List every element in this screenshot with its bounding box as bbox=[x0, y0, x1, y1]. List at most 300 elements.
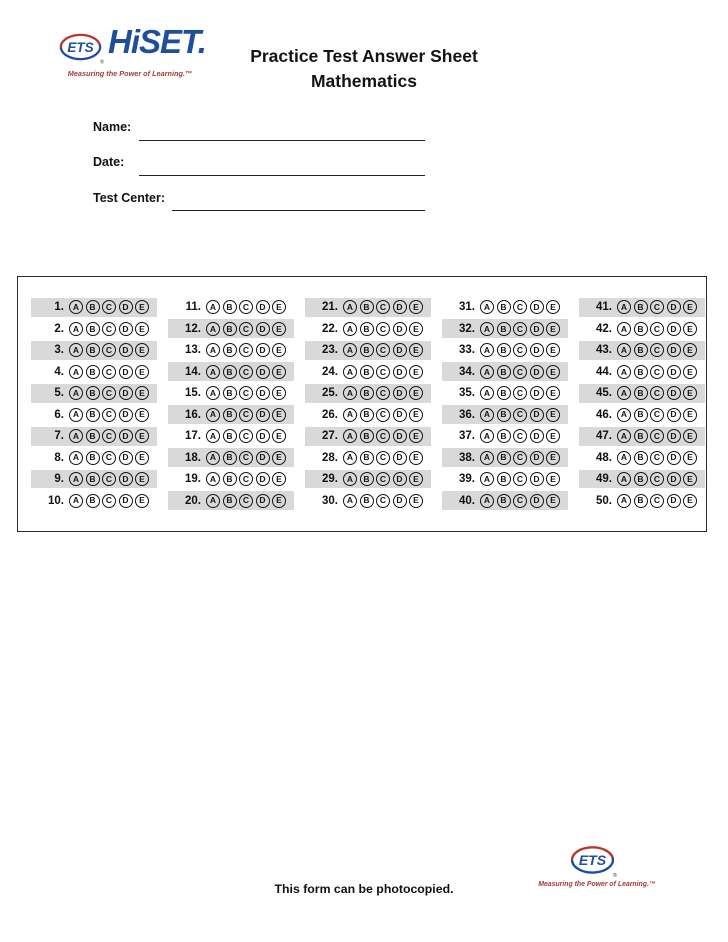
bubble-6-b[interactable]: B bbox=[86, 408, 100, 422]
bubble-50-c[interactable]: C bbox=[650, 494, 664, 508]
bubble-31-d[interactable]: D bbox=[530, 300, 544, 314]
bubble-46-c[interactable]: C bbox=[650, 408, 664, 422]
bubble-6-d[interactable]: D bbox=[119, 408, 133, 422]
bubble-9-c[interactable]: C bbox=[102, 472, 116, 486]
bubble-43-b[interactable]: B bbox=[634, 343, 648, 357]
bubble-24-c[interactable]: C bbox=[376, 365, 390, 379]
bubble-14-a[interactable]: A bbox=[206, 365, 220, 379]
bubble-8-e[interactable]: E bbox=[135, 451, 149, 465]
name-field-line[interactable] bbox=[139, 140, 425, 141]
bubble-12-e[interactable]: E bbox=[272, 322, 286, 336]
bubble-44-c[interactable]: C bbox=[650, 365, 664, 379]
question-row-10 bbox=[31, 491, 157, 510]
bubble-1-a[interactable]: A bbox=[69, 300, 83, 314]
bubble-2-c[interactable]: C bbox=[102, 322, 116, 336]
bubble-16-d[interactable]: D bbox=[256, 408, 270, 422]
question-row-27 bbox=[305, 427, 431, 446]
bubble-48-d[interactable]: D bbox=[667, 451, 681, 465]
bubble-20-e[interactable]: E bbox=[272, 494, 286, 508]
bubble-27-c[interactable]: C bbox=[376, 429, 390, 443]
bubble-11-d[interactable]: D bbox=[256, 300, 270, 314]
bubble-3-b[interactable]: B bbox=[86, 343, 100, 357]
bubble-8-b[interactable]: B bbox=[86, 451, 100, 465]
bubble-44-a[interactable]: A bbox=[617, 365, 631, 379]
question-row-46 bbox=[579, 405, 705, 424]
bubble-28-d[interactable]: D bbox=[393, 451, 407, 465]
bubble-26-a[interactable]: A bbox=[343, 408, 357, 422]
answer-bubbles-43 bbox=[617, 343, 697, 357]
bubble-2-e[interactable]: E bbox=[135, 322, 149, 336]
bubble-44-b[interactable]: B bbox=[634, 365, 648, 379]
bubble-25-e[interactable]: E bbox=[409, 386, 423, 400]
date-field-line[interactable] bbox=[139, 175, 425, 176]
bubble-29-a[interactable]: A bbox=[343, 472, 357, 486]
bubble-41-b[interactable]: B bbox=[634, 300, 648, 314]
bubble-5-e[interactable]: E bbox=[135, 386, 149, 400]
question-number-39: 39. bbox=[459, 473, 475, 486]
question-number-40: 40. bbox=[459, 494, 475, 507]
bubble-21-c[interactable]: C bbox=[376, 300, 390, 314]
question-number-35: 35. bbox=[459, 387, 475, 400]
bubble-7-b[interactable]: B bbox=[86, 429, 100, 443]
bubble-47-b[interactable]: B bbox=[634, 429, 648, 443]
question-row-7 bbox=[31, 427, 157, 446]
bubble-23-b[interactable]: B bbox=[360, 343, 374, 357]
bubble-36-c[interactable]: C bbox=[513, 408, 527, 422]
bubble-33-d[interactable]: D bbox=[530, 343, 544, 357]
bubble-49-c[interactable]: C bbox=[650, 472, 664, 486]
bubble-37-d[interactable]: D bbox=[530, 429, 544, 443]
bubble-39-e[interactable]: E bbox=[546, 472, 560, 486]
bubble-34-e[interactable]: E bbox=[546, 365, 560, 379]
bubble-11-e[interactable]: E bbox=[272, 300, 286, 314]
question-row-8 bbox=[31, 448, 157, 467]
bubble-43-d[interactable]: D bbox=[667, 343, 681, 357]
bubble-46-e[interactable]: E bbox=[683, 408, 697, 422]
bubble-16-b[interactable]: B bbox=[223, 408, 237, 422]
bubble-42-d[interactable]: D bbox=[667, 322, 681, 336]
bubble-10-b[interactable]: B bbox=[86, 494, 100, 508]
bubble-22-b[interactable]: B bbox=[360, 322, 374, 336]
bubble-28-b[interactable]: B bbox=[360, 451, 374, 465]
answer-bubbles-44 bbox=[617, 365, 697, 379]
bubble-34-a[interactable]: A bbox=[480, 365, 494, 379]
bubble-28-c[interactable]: C bbox=[376, 451, 390, 465]
bubble-45-a[interactable]: A bbox=[617, 386, 631, 400]
question-number-10: 10. bbox=[48, 494, 64, 507]
bubble-8-d[interactable]: D bbox=[119, 451, 133, 465]
bubble-13-b[interactable]: B bbox=[223, 343, 237, 357]
bubble-2-a[interactable]: A bbox=[69, 322, 83, 336]
answer-bubbles-21 bbox=[343, 300, 423, 314]
answer-bubbles-36 bbox=[480, 408, 560, 422]
answer-bubbles-7 bbox=[69, 429, 149, 443]
bubble-17-c[interactable]: C bbox=[239, 429, 253, 443]
bubble-12-b[interactable]: B bbox=[223, 322, 237, 336]
bubble-30-e[interactable]: E bbox=[409, 494, 423, 508]
bubble-1-b[interactable]: B bbox=[86, 300, 100, 314]
bubble-42-e[interactable]: E bbox=[683, 322, 697, 336]
bubble-43-a[interactable]: A bbox=[617, 343, 631, 357]
bubble-18-a[interactable]: A bbox=[206, 451, 220, 465]
bubble-12-d[interactable]: D bbox=[256, 322, 270, 336]
bubble-33-e[interactable]: E bbox=[546, 343, 560, 357]
bubble-20-b[interactable]: B bbox=[223, 494, 237, 508]
bubble-50-e[interactable]: E bbox=[683, 494, 697, 508]
bubble-35-c[interactable]: C bbox=[513, 386, 527, 400]
bubble-29-b[interactable]: B bbox=[360, 472, 374, 486]
bubble-30-a[interactable]: A bbox=[343, 494, 357, 508]
bubble-35-a[interactable]: A bbox=[480, 386, 494, 400]
hiset-tagline: Measuring the Power of Learning.™ bbox=[67, 69, 193, 78]
bubble-47-e[interactable]: E bbox=[683, 429, 697, 443]
bubble-36-a[interactable]: A bbox=[480, 408, 494, 422]
bubble-18-d[interactable]: D bbox=[256, 451, 270, 465]
bubble-22-e[interactable]: E bbox=[409, 322, 423, 336]
answer-bubbles-24 bbox=[343, 365, 423, 379]
bubble-26-e[interactable]: E bbox=[409, 408, 423, 422]
photocopy-note: This form can be photocopied. bbox=[274, 882, 454, 896]
bubble-29-d[interactable]: D bbox=[393, 472, 407, 486]
question-row-2 bbox=[31, 319, 157, 338]
bubble-14-b[interactable]: B bbox=[223, 365, 237, 379]
bubble-26-b[interactable]: B bbox=[360, 408, 374, 422]
bubble-40-b[interactable]: B bbox=[497, 494, 511, 508]
bubble-17-d[interactable]: D bbox=[256, 429, 270, 443]
bubble-21-d[interactable]: D bbox=[393, 300, 407, 314]
bubble-36-d[interactable]: D bbox=[530, 408, 544, 422]
bubble-48-c[interactable]: C bbox=[650, 451, 664, 465]
bubble-16-a[interactable]: A bbox=[206, 408, 220, 422]
bubble-16-c[interactable]: C bbox=[239, 408, 253, 422]
bubble-5-c[interactable]: C bbox=[102, 386, 116, 400]
answer-bubbles-48 bbox=[617, 451, 697, 465]
bubble-48-a[interactable]: A bbox=[617, 451, 631, 465]
bubble-27-a[interactable]: A bbox=[343, 429, 357, 443]
bubble-4-d[interactable]: D bbox=[119, 365, 133, 379]
bubble-35-e[interactable]: E bbox=[546, 386, 560, 400]
bubble-14-e[interactable]: E bbox=[272, 365, 286, 379]
bubble-39-c[interactable]: C bbox=[513, 472, 527, 486]
bubble-20-c[interactable]: C bbox=[239, 494, 253, 508]
bubble-12-c[interactable]: C bbox=[239, 322, 253, 336]
bubble-2-d[interactable]: D bbox=[119, 322, 133, 336]
bubble-39-b[interactable]: B bbox=[497, 472, 511, 486]
bubble-38-d[interactable]: D bbox=[530, 451, 544, 465]
bubble-24-e[interactable]: E bbox=[409, 365, 423, 379]
bubble-32-a[interactable]: A bbox=[480, 322, 494, 336]
bubble-16-e[interactable]: E bbox=[272, 408, 286, 422]
bubble-45-b[interactable]: B bbox=[634, 386, 648, 400]
bubble-49-a[interactable]: A bbox=[617, 472, 631, 486]
bubble-23-e[interactable]: E bbox=[409, 343, 423, 357]
question-row-34 bbox=[442, 362, 568, 381]
bubble-43-c[interactable]: C bbox=[650, 343, 664, 357]
question-row-13 bbox=[168, 341, 294, 360]
bubble-20-d[interactable]: D bbox=[256, 494, 270, 508]
bubble-18-e[interactable]: E bbox=[272, 451, 286, 465]
bubble-5-b[interactable]: B bbox=[86, 386, 100, 400]
bubble-13-d[interactable]: D bbox=[256, 343, 270, 357]
bubble-37-b[interactable]: B bbox=[497, 429, 511, 443]
bubble-32-d[interactable]: D bbox=[530, 322, 544, 336]
bubble-28-a[interactable]: A bbox=[343, 451, 357, 465]
bubble-38-a[interactable]: A bbox=[480, 451, 494, 465]
bubble-15-c[interactable]: C bbox=[239, 386, 253, 400]
bubble-3-d[interactable]: D bbox=[119, 343, 133, 357]
bubble-14-d[interactable]: D bbox=[256, 365, 270, 379]
bubble-43-e[interactable]: E bbox=[683, 343, 697, 357]
bubble-9-e[interactable]: E bbox=[135, 472, 149, 486]
question-number-25: 25. bbox=[322, 387, 338, 400]
bubble-48-b[interactable]: B bbox=[634, 451, 648, 465]
bubble-24-d[interactable]: D bbox=[393, 365, 407, 379]
bubble-45-c[interactable]: C bbox=[650, 386, 664, 400]
bubble-25-d[interactable]: D bbox=[393, 386, 407, 400]
question-number-34: 34. bbox=[459, 365, 475, 378]
bubble-38-e[interactable]: E bbox=[546, 451, 560, 465]
bubble-40-e[interactable]: E bbox=[546, 494, 560, 508]
bubble-24-b[interactable]: B bbox=[360, 365, 374, 379]
bubble-15-d[interactable]: D bbox=[256, 386, 270, 400]
bubble-3-c[interactable]: C bbox=[102, 343, 116, 357]
bubble-7-a[interactable]: A bbox=[69, 429, 83, 443]
bubble-17-e[interactable]: E bbox=[272, 429, 286, 443]
bubble-49-b[interactable]: B bbox=[634, 472, 648, 486]
bubble-4-a[interactable]: A bbox=[69, 365, 83, 379]
bubble-46-a[interactable]: A bbox=[617, 408, 631, 422]
question-row-15 bbox=[168, 384, 294, 403]
bubble-30-b[interactable]: B bbox=[360, 494, 374, 508]
bubble-45-d[interactable]: D bbox=[667, 386, 681, 400]
bubble-11-a[interactable]: A bbox=[206, 300, 220, 314]
bubble-40-d[interactable]: D bbox=[530, 494, 544, 508]
bubble-14-c[interactable]: C bbox=[239, 365, 253, 379]
answer-bubbles-9 bbox=[69, 472, 149, 486]
bubble-1-c[interactable]: C bbox=[102, 300, 116, 314]
bubble-10-e[interactable]: E bbox=[135, 494, 149, 508]
bubble-32-b[interactable]: B bbox=[497, 322, 511, 336]
bubble-25-c[interactable]: C bbox=[376, 386, 390, 400]
bubble-19-c[interactable]: C bbox=[239, 472, 253, 486]
bubble-37-a[interactable]: A bbox=[480, 429, 494, 443]
bubble-38-c[interactable]: C bbox=[513, 451, 527, 465]
bubble-13-e[interactable]: E bbox=[272, 343, 286, 357]
bubble-36-e[interactable]: E bbox=[546, 408, 560, 422]
bubble-11-b[interactable]: B bbox=[223, 300, 237, 314]
bubble-19-b[interactable]: B bbox=[223, 472, 237, 486]
bubble-41-d[interactable]: D bbox=[667, 300, 681, 314]
question-number-14: 14. bbox=[185, 365, 201, 378]
bubble-22-c[interactable]: C bbox=[376, 322, 390, 336]
bubble-28-e[interactable]: E bbox=[409, 451, 423, 465]
bubble-34-d[interactable]: D bbox=[530, 365, 544, 379]
bubble-11-c[interactable]: C bbox=[239, 300, 253, 314]
bubble-35-b[interactable]: B bbox=[497, 386, 511, 400]
bubble-1-e[interactable]: E bbox=[135, 300, 149, 314]
bubble-31-c[interactable]: C bbox=[513, 300, 527, 314]
bubble-10-d[interactable]: D bbox=[119, 494, 133, 508]
answer-bubbles-14 bbox=[206, 365, 286, 379]
question-number-3: 3. bbox=[54, 344, 64, 357]
bubble-38-b[interactable]: B bbox=[497, 451, 511, 465]
test-center-field-line[interactable] bbox=[172, 210, 425, 211]
bubble-29-c[interactable]: C bbox=[376, 472, 390, 486]
bubble-7-e[interactable]: E bbox=[135, 429, 149, 443]
bubble-2-b[interactable]: B bbox=[86, 322, 100, 336]
bubble-34-b[interactable]: B bbox=[497, 365, 511, 379]
bubble-19-e[interactable]: E bbox=[272, 472, 286, 486]
bubble-22-a[interactable]: A bbox=[343, 322, 357, 336]
bubble-9-d[interactable]: D bbox=[119, 472, 133, 486]
bubble-32-c[interactable]: C bbox=[513, 322, 527, 336]
bubble-42-b[interactable]: B bbox=[634, 322, 648, 336]
bubble-9-b[interactable]: B bbox=[86, 472, 100, 486]
answer-bubbles-27 bbox=[343, 429, 423, 443]
bubble-31-a[interactable]: A bbox=[480, 300, 494, 314]
question-number-33: 33. bbox=[459, 344, 475, 357]
bubble-41-a[interactable]: A bbox=[617, 300, 631, 314]
answer-bubbles-18 bbox=[206, 451, 286, 465]
bubble-33-c[interactable]: C bbox=[513, 343, 527, 357]
answer-bubbles-30 bbox=[343, 494, 423, 508]
bubble-13-c[interactable]: C bbox=[239, 343, 253, 357]
bubble-13-a[interactable]: A bbox=[206, 343, 220, 357]
bubble-33-a[interactable]: A bbox=[480, 343, 494, 357]
answer-bubbles-12 bbox=[206, 322, 286, 336]
bubble-4-e[interactable]: E bbox=[135, 365, 149, 379]
bubble-6-c[interactable]: C bbox=[102, 408, 116, 422]
question-number-41: 41. bbox=[596, 301, 612, 314]
bubble-23-d[interactable]: D bbox=[393, 343, 407, 357]
bubble-12-a[interactable]: A bbox=[206, 322, 220, 336]
question-row-37 bbox=[442, 427, 568, 446]
bubble-50-d[interactable]: D bbox=[667, 494, 681, 508]
bubble-34-c[interactable]: C bbox=[513, 365, 527, 379]
bubble-40-a[interactable]: A bbox=[480, 494, 494, 508]
bubble-45-e[interactable]: E bbox=[683, 386, 697, 400]
bubble-21-a[interactable]: A bbox=[343, 300, 357, 314]
bubble-8-a[interactable]: A bbox=[69, 451, 83, 465]
bubble-23-a[interactable]: A bbox=[343, 343, 357, 357]
bubble-10-a[interactable]: A bbox=[69, 494, 83, 508]
bubble-21-e[interactable]: E bbox=[409, 300, 423, 314]
bubble-4-c[interactable]: C bbox=[102, 365, 116, 379]
bubble-37-e[interactable]: E bbox=[546, 429, 560, 443]
bubble-15-e[interactable]: E bbox=[272, 386, 286, 400]
bubble-9-a[interactable]: A bbox=[69, 472, 83, 486]
bubble-18-b[interactable]: B bbox=[223, 451, 237, 465]
bubble-15-b[interactable]: B bbox=[223, 386, 237, 400]
bubble-50-b[interactable]: B bbox=[634, 494, 648, 508]
question-row-30 bbox=[305, 491, 431, 510]
answer-bubbles-46 bbox=[617, 408, 697, 422]
bubble-3-e[interactable]: E bbox=[135, 343, 149, 357]
bubble-15-a[interactable]: A bbox=[206, 386, 220, 400]
bubble-41-e[interactable]: E bbox=[683, 300, 697, 314]
bubble-25-b[interactable]: B bbox=[360, 386, 374, 400]
bubble-49-e[interactable]: E bbox=[683, 472, 697, 486]
bubble-5-a[interactable]: A bbox=[69, 386, 83, 400]
bubble-50-a[interactable]: A bbox=[617, 494, 631, 508]
bubble-21-b[interactable]: B bbox=[360, 300, 374, 314]
bubble-27-b[interactable]: B bbox=[360, 429, 374, 443]
bubble-7-c[interactable]: C bbox=[102, 429, 116, 443]
bubble-46-b[interactable]: B bbox=[634, 408, 648, 422]
bubble-47-c[interactable]: C bbox=[650, 429, 664, 443]
bubble-22-d[interactable]: D bbox=[393, 322, 407, 336]
bubble-31-b[interactable]: B bbox=[497, 300, 511, 314]
bubble-49-d[interactable]: D bbox=[667, 472, 681, 486]
bubble-44-d[interactable]: D bbox=[667, 365, 681, 379]
bubble-48-e[interactable]: E bbox=[683, 451, 697, 465]
bubble-3-a[interactable]: A bbox=[69, 343, 83, 357]
bubble-23-c[interactable]: C bbox=[376, 343, 390, 357]
bubble-5-d[interactable]: D bbox=[119, 386, 133, 400]
bubble-30-d[interactable]: D bbox=[393, 494, 407, 508]
bubble-29-e[interactable]: E bbox=[409, 472, 423, 486]
bubble-35-d[interactable]: D bbox=[530, 386, 544, 400]
bubble-24-a[interactable]: A bbox=[343, 365, 357, 379]
bubble-31-e[interactable]: E bbox=[546, 300, 560, 314]
bubble-8-c[interactable]: C bbox=[102, 451, 116, 465]
page-title bbox=[0, 44, 728, 94]
bubble-40-c[interactable]: C bbox=[513, 494, 527, 508]
bubble-6-e[interactable]: E bbox=[135, 408, 149, 422]
bubble-7-d[interactable]: D bbox=[119, 429, 133, 443]
bubble-46-d[interactable]: D bbox=[667, 408, 681, 422]
bubble-1-d[interactable]: D bbox=[119, 300, 133, 314]
bubble-36-b[interactable]: B bbox=[497, 408, 511, 422]
question-number-44: 44. bbox=[596, 365, 612, 378]
bubble-42-c[interactable]: C bbox=[650, 322, 664, 336]
bubble-17-a[interactable]: A bbox=[206, 429, 220, 443]
bubble-47-a[interactable]: A bbox=[617, 429, 631, 443]
bubble-44-e[interactable]: E bbox=[683, 365, 697, 379]
bubble-32-e[interactable]: E bbox=[546, 322, 560, 336]
bubble-27-d[interactable]: D bbox=[393, 429, 407, 443]
bubble-39-d[interactable]: D bbox=[530, 472, 544, 486]
question-row-12 bbox=[168, 319, 294, 338]
question-number-13: 13. bbox=[185, 344, 201, 357]
bubble-37-c[interactable]: C bbox=[513, 429, 527, 443]
ets-logo-text: ETS bbox=[578, 852, 607, 869]
bubble-25-a[interactable]: A bbox=[343, 386, 357, 400]
bubble-19-a[interactable]: A bbox=[206, 472, 220, 486]
bubble-47-d[interactable]: D bbox=[667, 429, 681, 443]
bubble-20-a[interactable]: A bbox=[206, 494, 220, 508]
bubble-18-c[interactable]: C bbox=[239, 451, 253, 465]
answer-bubbles-3 bbox=[69, 343, 149, 357]
bubble-42-a[interactable]: A bbox=[617, 322, 631, 336]
page-title-line2: Mathematics bbox=[310, 71, 417, 91]
answer-bubbles-40 bbox=[480, 494, 560, 508]
bubble-27-e[interactable]: E bbox=[409, 429, 423, 443]
bubble-26-d[interactable]: D bbox=[393, 408, 407, 422]
bubble-33-b[interactable]: B bbox=[497, 343, 511, 357]
bubble-41-c[interactable]: C bbox=[650, 300, 664, 314]
bubble-30-c[interactable]: C bbox=[376, 494, 390, 508]
bubble-17-b[interactable]: B bbox=[223, 429, 237, 443]
bubble-39-a[interactable]: A bbox=[480, 472, 494, 486]
bubble-26-c[interactable]: C bbox=[376, 408, 390, 422]
bubble-10-c[interactable]: C bbox=[102, 494, 116, 508]
bubble-19-d[interactable]: D bbox=[256, 472, 270, 486]
ets-footer-tagline: Measuring the Power of Learning.™ bbox=[538, 881, 656, 888]
bubble-6-a[interactable]: A bbox=[69, 408, 83, 422]
bubble-4-b[interactable]: B bbox=[86, 365, 100, 379]
question-row-50 bbox=[579, 491, 705, 510]
